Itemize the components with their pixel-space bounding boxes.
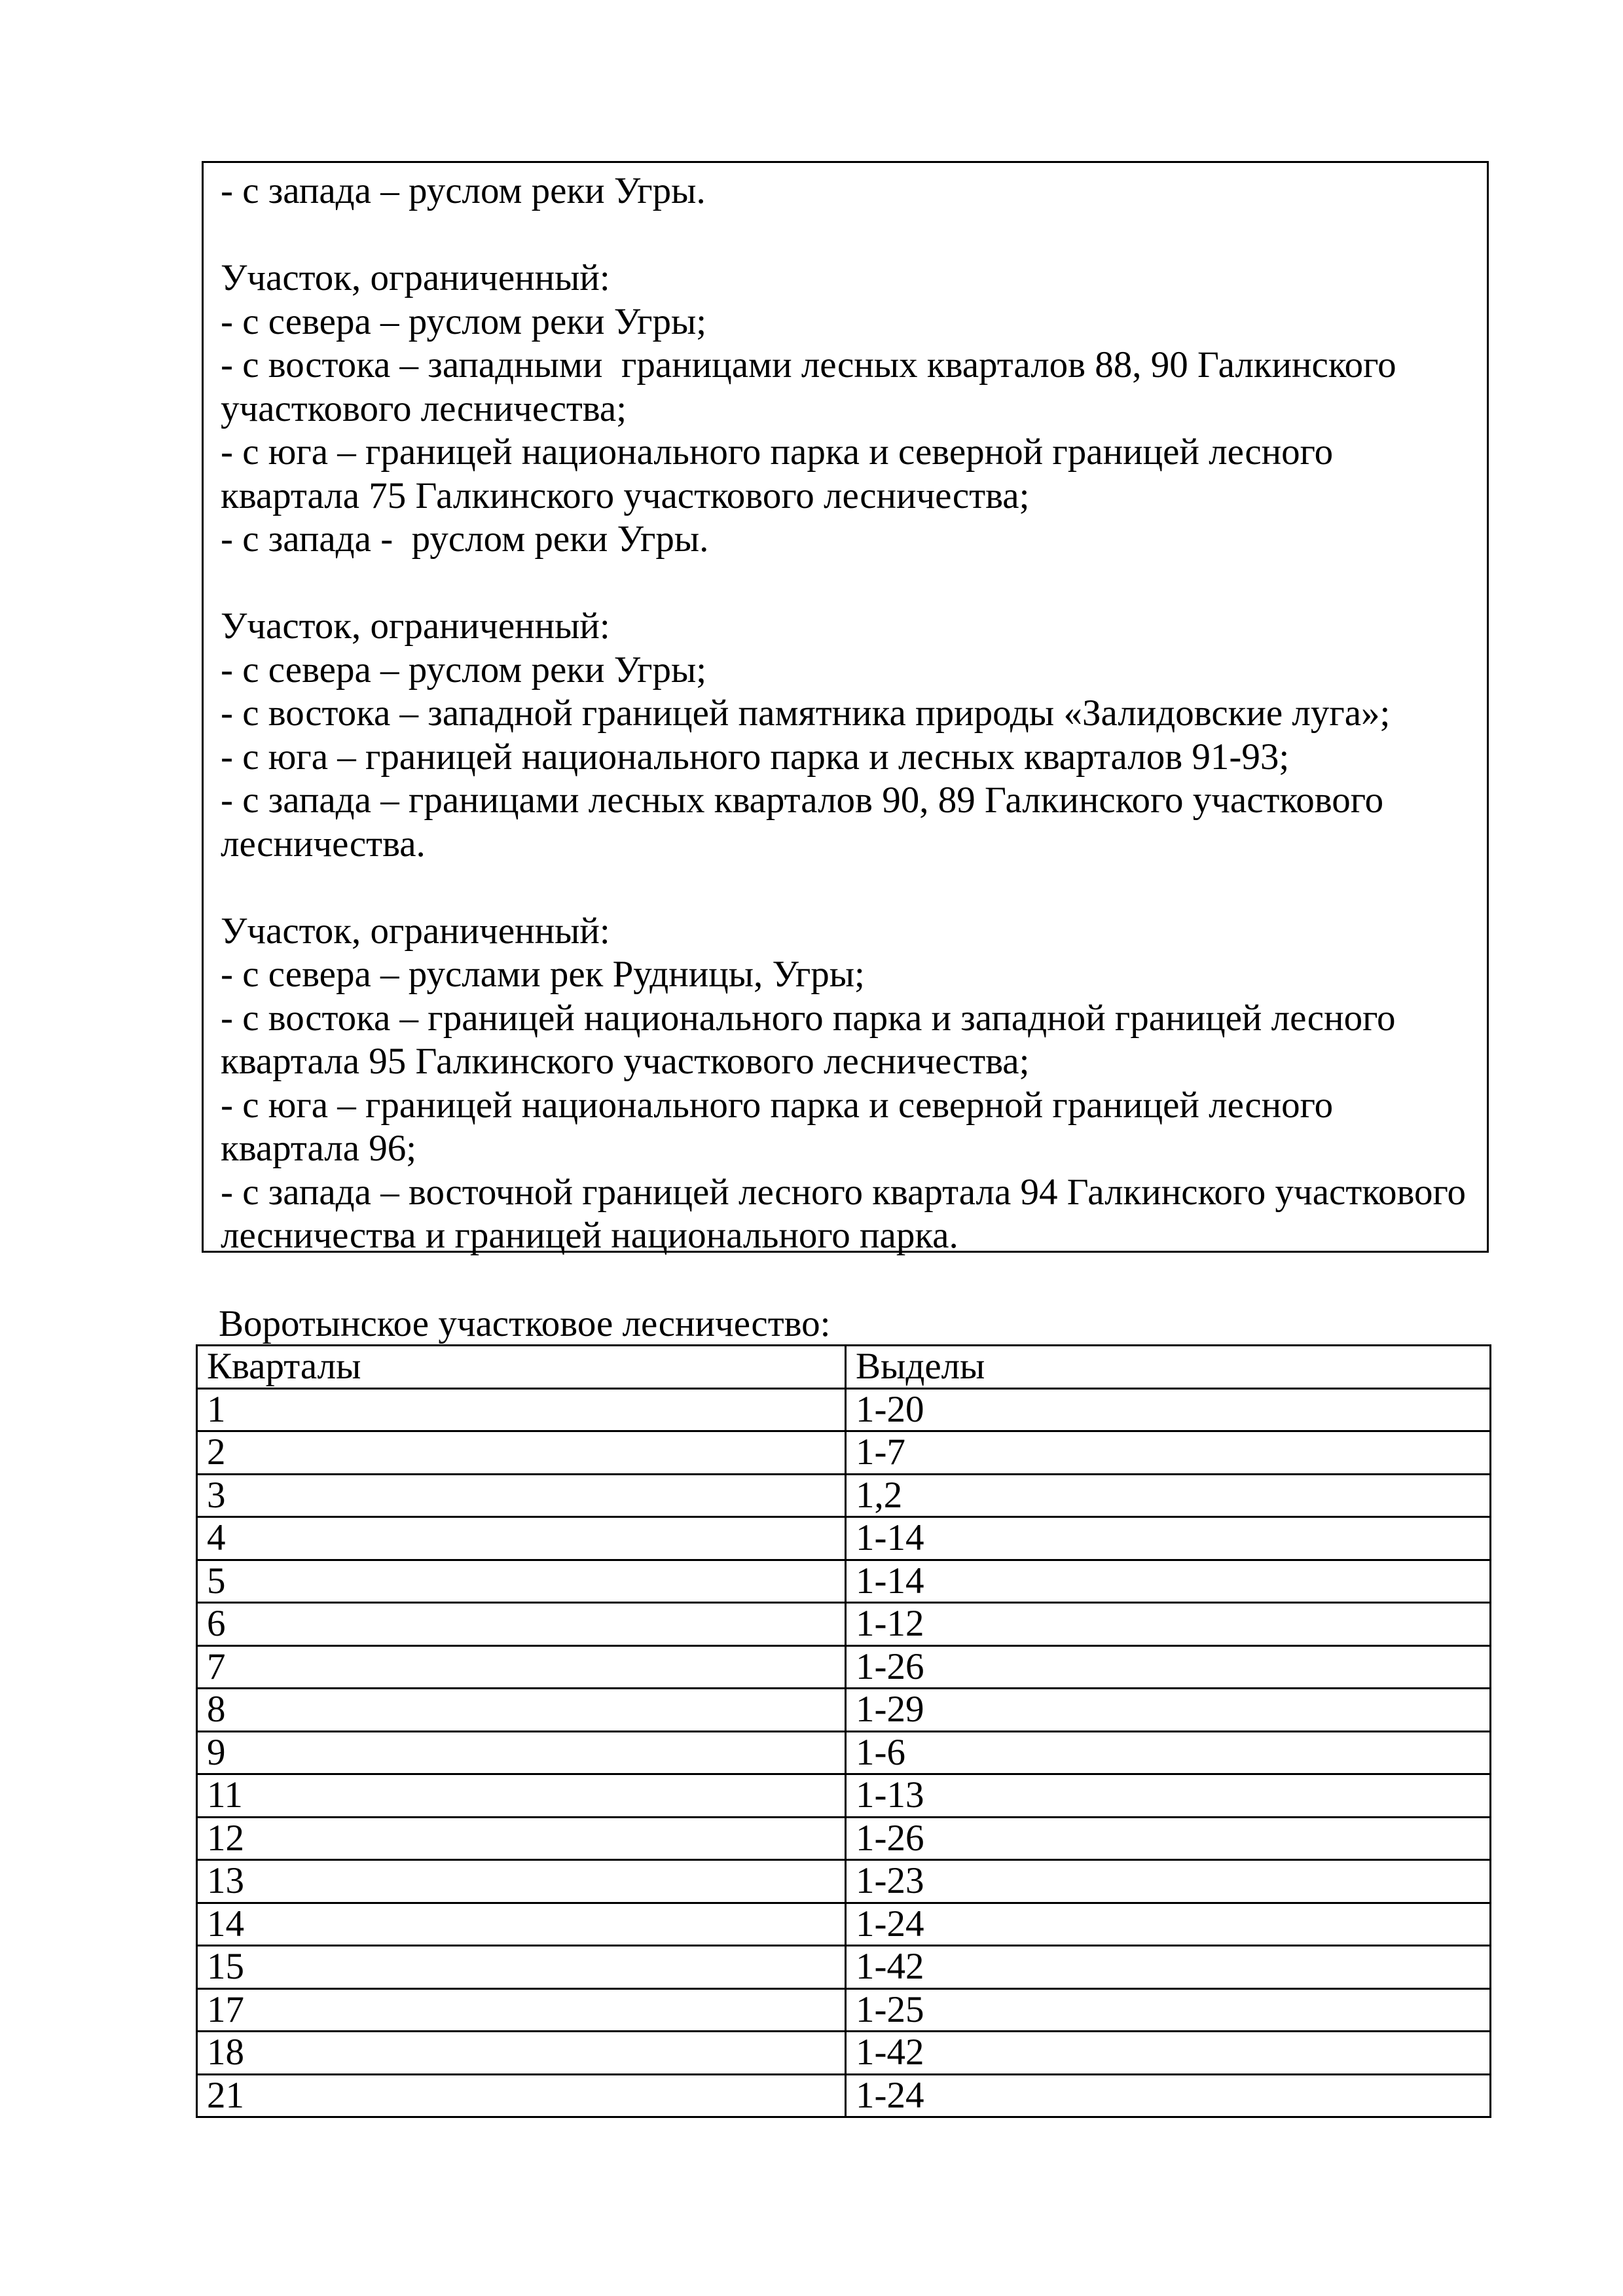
blank-line (221, 866, 1480, 910)
text-line: квартала 96; (221, 1128, 417, 1169)
vydely-cell: 1-24 (846, 2074, 1491, 2117)
table-row (197, 1946, 1491, 1989)
kvartal-cell: 21 (197, 2074, 846, 2117)
kvartal-cell: 5 (197, 1560, 846, 1603)
kvartal-cell: 13 (197, 1860, 846, 1903)
table-row (197, 1817, 1491, 1860)
vydely-cell: 1-20 (846, 1388, 1491, 1431)
text-line: - с запада – границами лесных кварталов 90, 89 Галкинского участкового (221, 780, 1384, 821)
table-heading: Воротынское участковое лесничество: (219, 1303, 831, 1344)
text-line: - с востока – границей национального парка и западной границей лесного (221, 997, 1396, 1039)
vydely-cell: 1-12 (846, 1603, 1491, 1646)
table-row (197, 1431, 1491, 1475)
table-row (197, 1517, 1491, 1560)
kvartal-cell: 15 (197, 1946, 846, 1989)
vydely-cell: 1,2 (846, 1474, 1491, 1517)
vydely-cell: 1-6 (846, 1731, 1491, 1774)
table-row (197, 1774, 1491, 1818)
table-row (197, 1560, 1491, 1603)
text-line: - с востока – западными границами лесных кварталов 88, 90 Галкинского (221, 344, 1396, 386)
kvartal-cell: 11 (197, 1774, 846, 1818)
vydely-cell: 1-42 (846, 1946, 1491, 1989)
kvartal-cell: 7 (197, 1645, 846, 1689)
text-line: участкового лесничества; (221, 387, 627, 429)
boundary-description-box (202, 161, 1489, 1256)
kvartal-cell: 14 (197, 1903, 846, 1946)
kvartal-cell: 18 (197, 2032, 846, 2075)
quarters-table (196, 1344, 1491, 2118)
blank-line (221, 562, 1480, 605)
table-row (197, 1689, 1491, 1732)
text-line: - с севера – руслом реки Угры; (221, 649, 707, 691)
vydely-cell: 1-29 (846, 1689, 1491, 1732)
blank-line (221, 213, 1480, 257)
table-row (197, 1645, 1491, 1689)
table-row (197, 2074, 1491, 2117)
table-row (197, 1388, 1491, 1431)
kvartal-cell: 8 (197, 1689, 846, 1732)
kvartal-cell: 3 (197, 1474, 846, 1517)
text-line: Участок, ограниченный: (221, 910, 610, 952)
table-row (197, 1603, 1491, 1646)
kvartal-cell: 2 (197, 1431, 846, 1475)
text-line: - с юга – границей национального парка и лесных кварталов 91-93; (221, 736, 1290, 778)
text-line: - с запада – восточной границей лесного квартала 94 Галкинского участкового (221, 1171, 1467, 1213)
text-line: лесничества и границей национального парка. (221, 1215, 958, 1256)
text-line: лесничества. (221, 823, 426, 865)
text-line: квартала 95 Галкинского участкового лесничества; (221, 1041, 1030, 1082)
boundary-text (221, 170, 1480, 1258)
text-line: - с юга – границей национального парка и северной границей лесного (221, 1084, 1334, 1126)
kvartal-cell: 9 (197, 1731, 846, 1774)
kvartal-cell: 1 (197, 1388, 846, 1431)
vydely-cell: 1-14 (846, 1517, 1491, 1560)
table-row (197, 1860, 1491, 1903)
text-line: - с востока – западной границей памятника природы «Залидовские луга»; (221, 692, 1391, 734)
kvartal-cell: 6 (197, 1603, 846, 1646)
text-line: Участок, ограниченный: (221, 257, 610, 298)
text-line: - с юга – границей национального парка и северной границей лесного (221, 431, 1334, 473)
text-line: квартала 75 Галкинского участкового лесничества; (221, 475, 1030, 516)
table-row (197, 1474, 1491, 1517)
vydely-cell: 1-25 (846, 1988, 1491, 2032)
header-vydely: Выделы (846, 1346, 1491, 1389)
vydely-cell: 1-7 (846, 1431, 1491, 1475)
vydely-cell: 1-23 (846, 1860, 1491, 1903)
table-row (197, 1988, 1491, 2032)
text-line: - с севера – руслами рек Рудницы, Угры; (221, 954, 865, 995)
vydely-cell: 1-26 (846, 1817, 1491, 1860)
text-line: - с запада – руслом реки Угры. (221, 170, 706, 211)
header-kvartaly: Кварталы (197, 1346, 846, 1389)
table-row (197, 1903, 1491, 1946)
table-row (197, 1731, 1491, 1774)
kvartal-cell: 4 (197, 1517, 846, 1560)
table-row (197, 2032, 1491, 2075)
text-line: Участок, ограниченный: (221, 605, 610, 647)
vydely-cell: 1-42 (846, 2032, 1491, 2075)
text-line: - с запада - руслом реки Угры. (221, 518, 709, 560)
vydely-cell: 1-26 (846, 1645, 1491, 1689)
vydely-cell: 1-24 (846, 1903, 1491, 1946)
table-header-row (197, 1346, 1491, 1389)
kvartal-cell: 17 (197, 1988, 846, 2032)
kvartal-cell: 12 (197, 1817, 846, 1860)
text-line: - с севера – руслом реки Угры; (221, 300, 707, 342)
vydely-cell: 1-14 (846, 1560, 1491, 1603)
vydely-cell: 1-13 (846, 1774, 1491, 1818)
